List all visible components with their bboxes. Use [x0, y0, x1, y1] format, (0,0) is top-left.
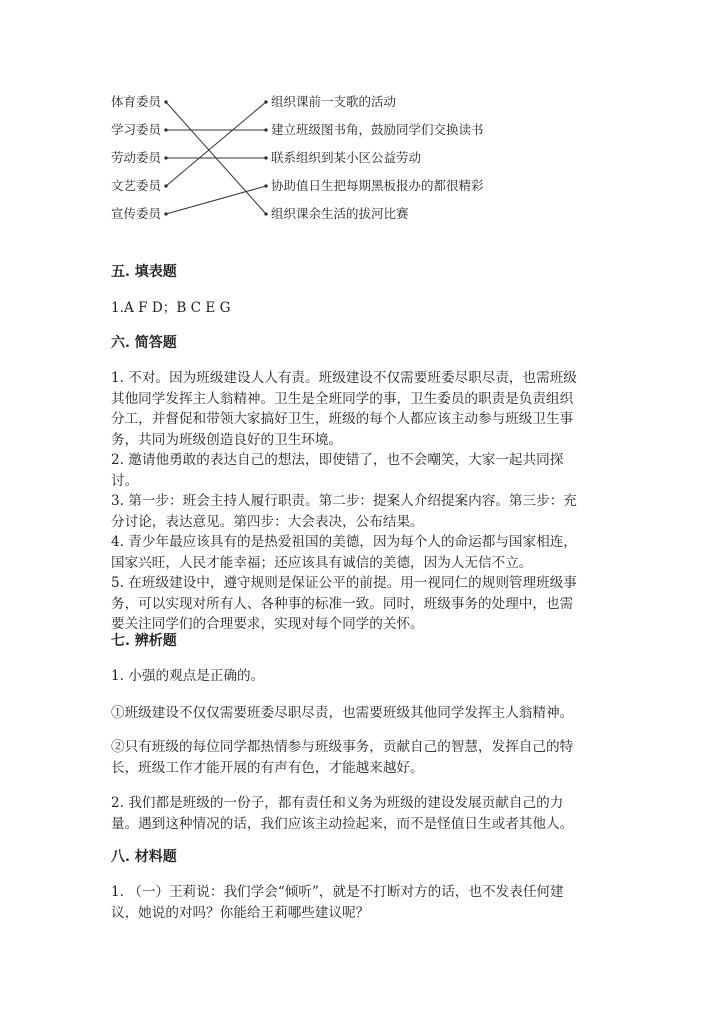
text-line: 量。遇到这种情况的话，我们应该主动捡起来，而不是怪值日生或者其他人。	[111, 815, 574, 832]
short-answer-block	[111, 368, 611, 635]
text-line: 4. 青少年最应该具有的是热爱祖国的美德，因为每个人的命运都与国家相连，	[111, 534, 577, 550]
text-line: 长，班级工作才能开展的有声有色，才能越来越好。	[111, 759, 424, 776]
matching-lines	[0, 0, 720, 240]
right-item: 联系组织到某小区公益劳动	[271, 150, 422, 165]
answer-text: 1.A F D；B C E G	[111, 300, 231, 316]
section-heading: 六. 简答题	[111, 335, 177, 351]
right-item: 组织课前一支歌的活动	[271, 94, 397, 109]
text-line: 国家兴旺，人民才能幸福；还应该具有诚信的美德，因为人无信不立。	[111, 554, 533, 571]
analysis-p4	[111, 793, 611, 834]
section-heading: 八. 材料题	[111, 849, 177, 865]
section-heading: 七. 辨析题	[111, 633, 177, 649]
right-item: 协助值日生把每期黑板报办的都很精彩	[271, 178, 484, 193]
text-line: 2. 我们都是班级的一份子，都有责任和义务为班级的建设发展贡献自己的力	[111, 795, 564, 811]
text-line: 1. 不对。因为班级建设人人有责。班级建设不仅需要班委尽职尽责，也需班级	[111, 370, 577, 386]
analysis-p1: 1. 小强的观点是正确的。	[111, 668, 265, 684]
section-heading: 五. 填表题	[111, 264, 177, 280]
text-line: ②只有班级的每位同学都热情参与班级事务，贡献自己的智慧，发挥自己的特	[111, 739, 574, 755]
left-item: 体育委员	[111, 94, 162, 109]
connection-line	[166, 102, 266, 186]
text-line: 5. 在班级建设中，遵守规则是保证公平的前提。用一视同仁的规则管理班级事	[111, 575, 577, 591]
text-line: 要关注同学们的合理要求，实现对每个同学的关怀。	[111, 616, 424, 632]
left-item: 文艺委员	[111, 178, 162, 193]
material-p1	[111, 882, 611, 923]
text-line: 3. 第一步：班会主持人履行职责。第二步：提案人介绍提案内容。第三步：充	[111, 493, 577, 509]
connection-line	[166, 186, 266, 214]
text-line: 2. 邀请他勇敢的表达自己的想法，即使错了，也不会嘲笑，大家一起共同探	[111, 452, 564, 468]
text-line: 1. （一）王莉说：我们学会“倾听”，就是不打断对方的话，也不发表任何建	[111, 884, 564, 900]
text-line: 讨。	[111, 472, 139, 489]
text-line: 务，共同为班级创造良好的卫生环境。	[111, 431, 343, 448]
right-item: 组织课余生活的拔河比赛	[271, 206, 409, 221]
left-item: 宣传委员	[111, 206, 162, 221]
right-item: 建立班级图书角，鼓励同学们交换读书	[271, 122, 484, 137]
text-line: 分工，并督促和带领大家搞好卫生，班级的每个人都应该主动参与班级卫生事	[111, 411, 574, 427]
matching-diagram	[0, 0, 720, 240]
text-line: 分讨论，表达意见。第四步：大会表决，公布结果。	[111, 513, 424, 530]
text-line: 议，她说的对吗？你能给王莉哪些建议呢？	[111, 904, 370, 921]
analysis-p2: ①班级建设不仅仅需要班委尽职尽责，也需要班级其他同学发挥主人翁精神。	[111, 705, 574, 721]
analysis-p3	[111, 737, 611, 778]
left-item: 劳动委员	[111, 150, 162, 165]
text-line: 其他同学发挥主人翁精神。卫生是全班同学的事，卫生委员的职责是负责组织	[111, 390, 574, 407]
text-line: 务，可以实现对所有人、各种事的标准一致。同时，班级事务的处理中，也需	[111, 595, 574, 612]
left-item: 学习委员	[111, 122, 162, 137]
